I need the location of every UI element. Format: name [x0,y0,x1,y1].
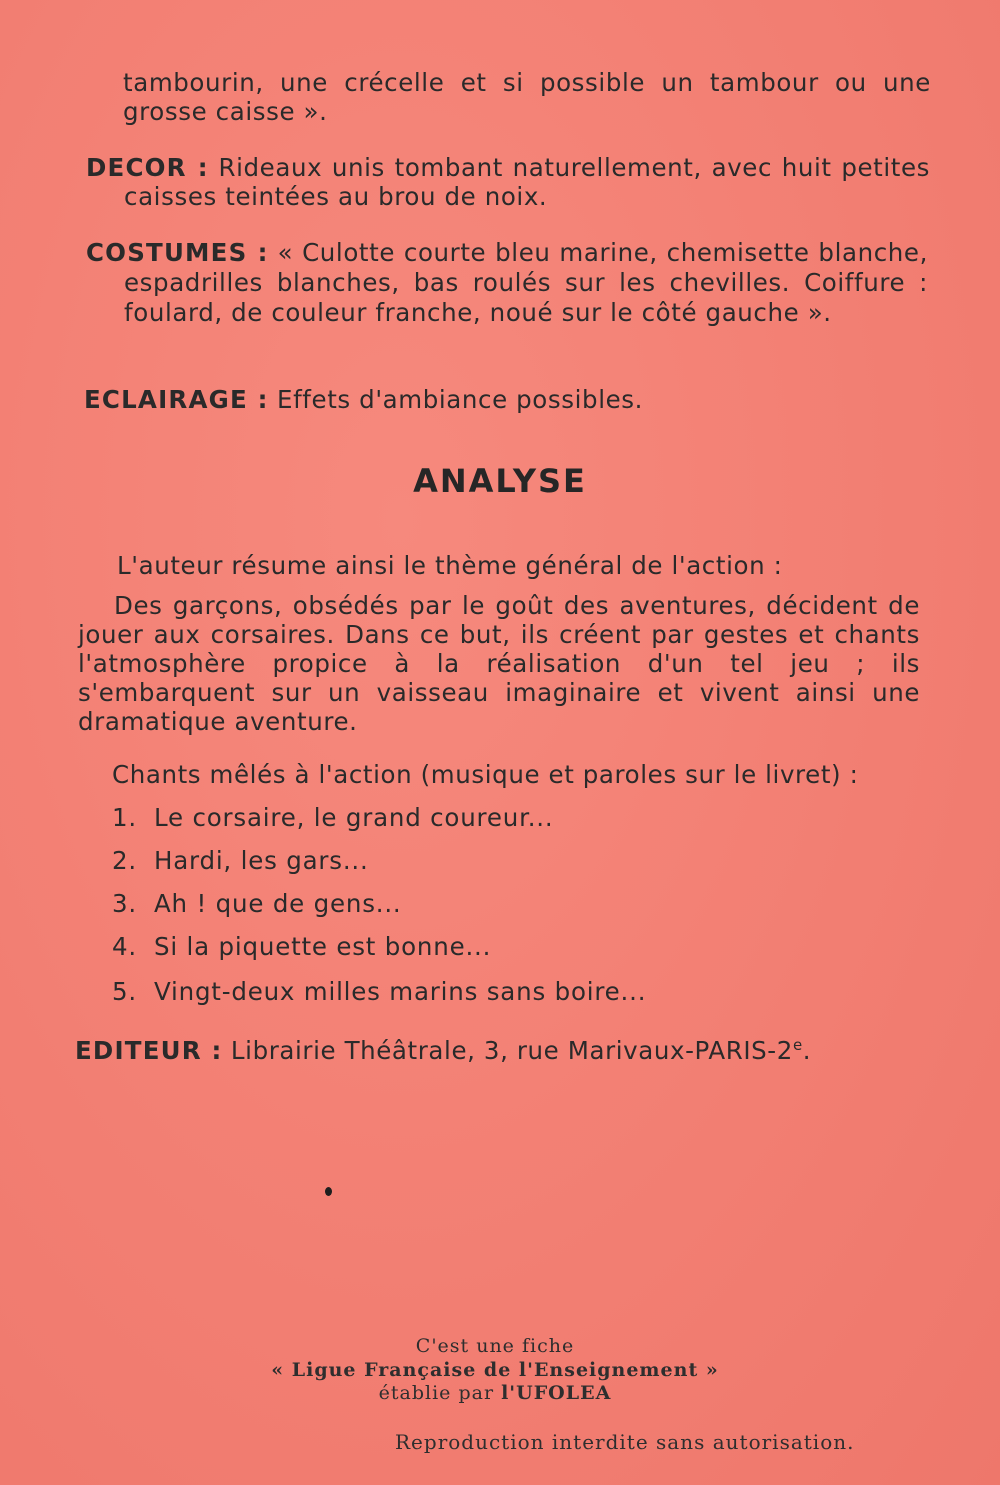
footer-line-1: C'est une fiche [415,1335,575,1357]
decor-text: Rideaux unis tombant naturellement, avec huit petites caisses teintées au brou de noix. [124,153,930,211]
eclairage-text: Effets d'ambiance possibles. [277,385,644,414]
song-title: Le corsaire, le grand coureur... [154,803,554,832]
song-title: Vingt-deux milles marins sans boire... [154,977,647,1006]
song-item-3 [112,889,402,918]
song-number: 1. [112,803,137,832]
song-number: 4. [112,932,137,961]
song-title: Si la piquette est bonne... [154,932,492,961]
editeur-label: EDITEUR : [75,1036,223,1066]
reproduction-notice: Reproduction interdite sans autorisation. [395,1430,855,1454]
decor-label: DECOR : [86,153,209,182]
costumes-text: « Culotte courte bleu marine, chemisette blanche, espadrilles blanches, bas roulés sur les chevilles. Coiffure : foulard, de couleur franche, noué sur le côté gauche ». [124,238,928,327]
editeur-section [75,1031,935,1065]
eclairage-section [84,385,904,414]
footer-established-by: établie par [378,1382,495,1404]
footer-organization: « Ligue Française de l'Enseignement » [271,1359,719,1381]
editeur-superscript: e [792,1036,803,1054]
song-title: Hardi, les gars... [154,846,369,875]
costumes-section [86,238,928,328]
song-item-2 [112,846,369,875]
footer-line-2 [0,1358,990,1382]
analyse-intro: L'auteur résume ainsi le thème général de l'action : [117,551,783,580]
song-number: 3. [112,889,137,918]
editeur-end: . [802,1036,812,1066]
songs-intro: Chants mêlés à l'action (musique et paroles sur le livret) : [112,760,859,789]
costumes-label: COSTUMES : [86,238,269,267]
analyse-paragraph-text: Des garçons, obsédés par le goût des aventures, décident de jouer aux corsaires. Dans ce but, ils créent par gestes et chants l'atmosphère propice à la réalisation d'un tel jeu ; ils s'embarquent sur un vaisseau imaginaire et vivent ainsi une dramatique aventure. [78,591,920,736]
eclairage-label: ECLAIRAGE : [84,385,269,414]
editeur-text: Librairie Théâtrale, 3, rue Marivaux-PARIS-2 [230,1036,793,1066]
song-title: Ah ! que de gens... [154,889,402,918]
song-item-1 [112,803,553,832]
footer-ufolea: l'UFOLEA [501,1382,612,1404]
song-item-5 [112,977,646,1006]
song-number: 2. [112,846,137,875]
footer-line-3 [0,1381,990,1405]
analyse-title: ANALYSE [413,462,587,500]
analyse-paragraph [78,591,920,736]
intro-text: tambourin, une crécelle et si possible un tambour ou une grosse caisse ». [123,68,931,126]
decor-section [86,153,930,211]
intro-paragraph [123,68,931,126]
song-number: 5. [112,977,137,1006]
song-item-4 [112,932,491,961]
ink-dot [325,1187,332,1196]
